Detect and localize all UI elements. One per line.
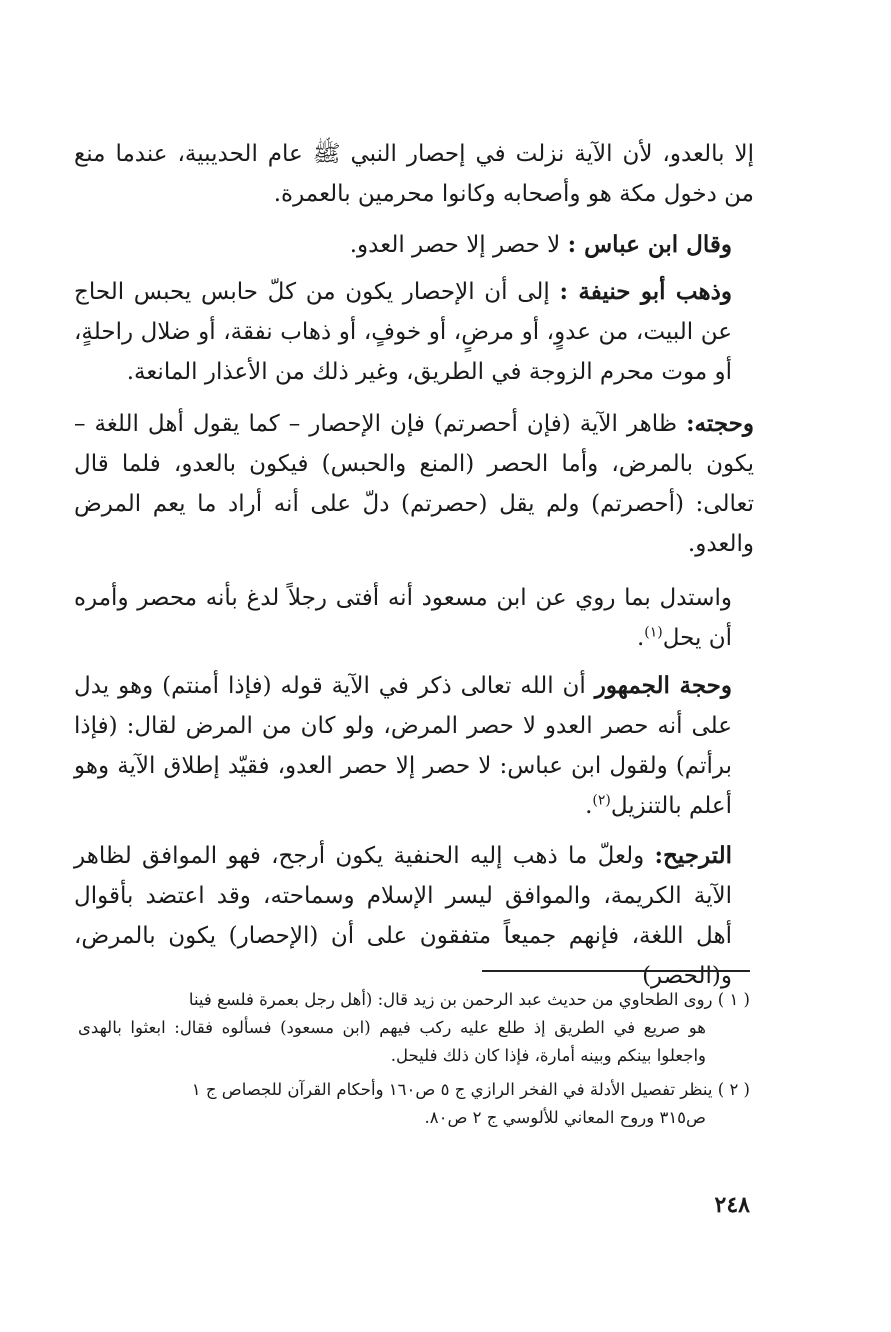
paragraph-6-lead: وحجة الجمهور [594,672,732,699]
paragraph-1-text: إلا بالعدو، لأن الآية نزلت في إحصار النبي ﷺ عام الحديبية، عندما منع من دخول مكة هو وأصحابه وكانوا محرمين بالعمرة. [74,141,754,207]
footnote-2 [78,1076,750,1132]
footnote-2-line1: ينظر تفصيل الأدلة في الفخر الرازي ج ٥ ص١٦٠ وأحكام القرآن للجصاص ج ١ [191,1080,718,1099]
footnote-2-continuation: ص٣١٥ وروح المعاني للألوسي ج ٢ ص٨٠. [424,1108,706,1127]
paragraph-4-text [74,404,754,564]
paragraph-1 [74,134,754,214]
paragraph-3-body: إلى أن الإحصار يكون من كلّ حابس يحبس الحاج عن البيت، من عدوٍ، أو مرضٍ، أو خوفٍ، أو ذهاب نفقة، أو ضلال راحلةٍ، أو موت محرم الزوجة في الطريق، وغير ذلك من الأعذار المانعة. [74,279,732,385]
paragraph-7-lead: الترجيح: [654,842,732,869]
footnotes [78,986,750,1138]
paragraph-4-lead: وحجته: [686,410,754,437]
paragraph-6-body: أن الله تعالى ذكر في الآية قوله (فإذا أمنتم) وهو يدل على أنه حصر العدو لا حصر المرض، ولو كان من المرض لقال: (فإذا برأتم) ولقول ابن عباس: لا حصر إلا حصر العدو، فقيّد إطلاق الآية وهو أعلم بالتنزيل [74,673,732,819]
footnote-1 [78,986,750,1070]
paragraph-7-body: ولعلّ ما ذهب إليه الحنفية يكون أرجح، فهو الموافق لظاهر الآية الكريمة، والموافق ليسر الإسلام وسماحته، وقد اعتضد بأقوال أهل اللغة، فإنهم جميعاً متفقون على أن (الإحصار) يكون بالمرض، و(الحصر) [74,843,732,989]
footnote-2-number: ( ٢ ) [717,1080,750,1099]
paragraph-4 [74,404,754,564]
paragraph-6-end: . [585,793,593,819]
paragraph-2-lead: وقال ابن عباس : [567,231,732,258]
paragraph-6-text [74,666,754,826]
paragraph-2 [74,225,754,265]
footnote-divider [482,970,750,972]
footnote-1-number: ( ١ ) [717,990,750,1009]
paragraph-7 [74,836,754,996]
paragraph-5 [74,578,754,658]
footnote-ref-2: (٢) [592,792,611,809]
paragraph-5-end: . [636,625,645,651]
footnote-ref-1: (١) [644,624,663,641]
paragraph-5-text [74,578,754,658]
paragraph-3-text [74,272,754,392]
page-number: ٢٤٨ [714,1192,750,1218]
paragraph-2-body: لا حصر إلا حصر العدو. [349,232,568,258]
paragraph-2-text [74,225,754,265]
paragraph-6 [74,666,754,826]
paragraph-3-lead: وذهب أبو حنيفة : [559,278,732,305]
paragraph-4-body: ظاهر الآية (فإن أحصرتم) فإن الإحصار – كما يقول أهل اللغة – يكون بالمرض، وأما الحصر (المنع والحبس) فيكون بالعدو، فلما قال تعالى: (أحصرتم) ولم يقل (حصرتم) دلّ على أنه أراد ما يعم المرض والعدو. [74,411,754,557]
paragraph-7-text [74,836,754,996]
paragraph-3 [74,272,754,392]
footnote-1-line1: روى الطحاوي من حديث عبد الرحمن بن زيد قال: (أهل رجل بعمرة فلسع فينا [188,990,718,1009]
footnote-1-continuation: هو صريع في الطريق إذ طلع عليه ركب فيهم (ابن مسعود) فسألوه فقال: ابعثوا بالهدى واجعلوا بينكم وبينه أمارة، فإذا كان ذلك فليحل. [78,1018,706,1065]
paragraph-5-body: واستدل بما روي عن ابن مسعود أنه أفتى رجلاً لدغ بأنه محصر وأمره أن يحل [74,585,732,651]
